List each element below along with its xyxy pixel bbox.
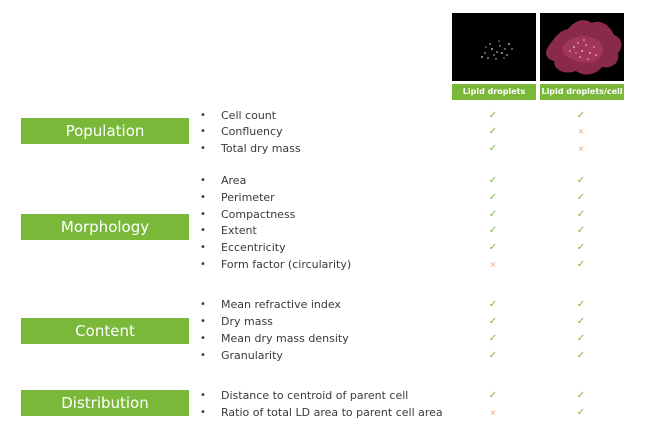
checkmark-icon: ✓	[576, 225, 586, 236]
feature-label: Compactness	[221, 208, 296, 221]
checkmark-icon: ✓	[488, 175, 498, 186]
checkmark-icon: ✓	[576, 192, 586, 203]
checkmark-icon: ✓	[488, 316, 498, 327]
feature-row	[0, 123, 650, 140]
feature-row	[0, 387, 650, 404]
bullet-icon: •	[200, 209, 206, 220]
checkmark-icon: ✓	[576, 110, 586, 121]
bullet-icon: •	[200, 126, 206, 137]
feature-label: Mean refractive index	[221, 298, 341, 311]
checkmark-icon: ✓	[576, 316, 586, 327]
feature-label: Mean dry mass density	[221, 332, 349, 345]
feature-label: Perimeter	[221, 191, 275, 204]
checkmark-icon: ✓	[576, 175, 586, 186]
cross-icon: ×	[577, 144, 585, 153]
checkmark-icon: ✓	[488, 110, 498, 121]
checkmark-icon: ✓	[488, 350, 498, 361]
lipid-droplets-image	[452, 13, 536, 81]
cross-icon: ×	[489, 260, 497, 269]
lipid-droplets-cell-image	[540, 13, 624, 81]
feature-label: Cell count	[221, 109, 277, 122]
checkmark-icon: ✓	[488, 209, 498, 220]
category-distribution: Distribution	[21, 390, 189, 416]
checkmark-icon: ✓	[576, 407, 586, 418]
feature-row	[0, 347, 650, 364]
checkmark-icon: ✓	[576, 299, 586, 310]
bullet-icon: •	[200, 316, 206, 327]
feature-label: Form factor (circularity)	[221, 258, 352, 271]
bullet-icon: •	[200, 299, 206, 310]
cross-icon: ×	[577, 127, 585, 136]
feature-row	[0, 256, 650, 273]
checkmark-icon: ✓	[488, 242, 498, 253]
feature-label: Granularity	[221, 349, 283, 362]
feature-row	[0, 239, 650, 256]
bullet-icon: •	[200, 225, 206, 236]
bullet-icon: •	[200, 407, 206, 418]
checkmark-icon: ✓	[576, 390, 586, 401]
feature-label: Dry mass	[221, 315, 273, 328]
category-morphology: Morphology	[21, 214, 189, 240]
feature-label: Total dry mass	[221, 142, 301, 155]
feature-row	[0, 107, 650, 124]
column-header-lipid-droplets: Lipid droplets	[452, 84, 536, 100]
feature-row	[0, 172, 650, 189]
feature-label: Confluency	[221, 125, 283, 138]
checkmark-icon: ✓	[488, 390, 498, 401]
checkmark-icon: ✓	[488, 225, 498, 236]
feature-label: Extent	[221, 224, 257, 237]
feature-label: Area	[221, 174, 247, 187]
bullet-icon: •	[200, 143, 206, 154]
bullet-icon: •	[200, 259, 206, 270]
checkmark-icon: ✓	[488, 333, 498, 344]
feature-row	[0, 404, 650, 421]
checkmark-icon: ✓	[488, 299, 498, 310]
cross-icon: ×	[489, 408, 497, 417]
feature-row	[0, 313, 650, 330]
bullet-icon: •	[200, 192, 206, 203]
checkmark-icon: ✓	[488, 192, 498, 203]
checkmark-icon: ✓	[576, 350, 586, 361]
bullet-icon: •	[200, 350, 206, 361]
bullet-icon: •	[200, 242, 206, 253]
feature-row	[0, 140, 650, 157]
feature-label: Distance to centroid of parent cell	[221, 389, 409, 402]
feature-row	[0, 206, 650, 223]
checkmark-icon: ✓	[488, 143, 498, 154]
bullet-icon: •	[200, 175, 206, 186]
feature-row	[0, 296, 650, 313]
category-content: Content	[21, 318, 189, 344]
bullet-icon: •	[200, 390, 206, 401]
bullet-icon: •	[200, 333, 206, 344]
checkmark-icon: ✓	[576, 333, 586, 344]
category-population: Population	[21, 118, 189, 144]
checkmark-icon: ✓	[488, 126, 498, 137]
feature-row	[0, 222, 650, 239]
feature-row	[0, 330, 650, 347]
column-header-lipid-droplets-cell: Lipid droplets/cell	[540, 84, 624, 100]
checkmark-icon: ✓	[576, 209, 586, 220]
checkmark-icon: ✓	[576, 259, 586, 270]
feature-label: Ratio of total LD area to parent cell area	[221, 406, 443, 419]
bullet-icon: •	[200, 110, 206, 121]
feature-row	[0, 189, 650, 206]
checkmark-icon: ✓	[576, 242, 586, 253]
feature-label: Eccentricity	[221, 241, 286, 254]
